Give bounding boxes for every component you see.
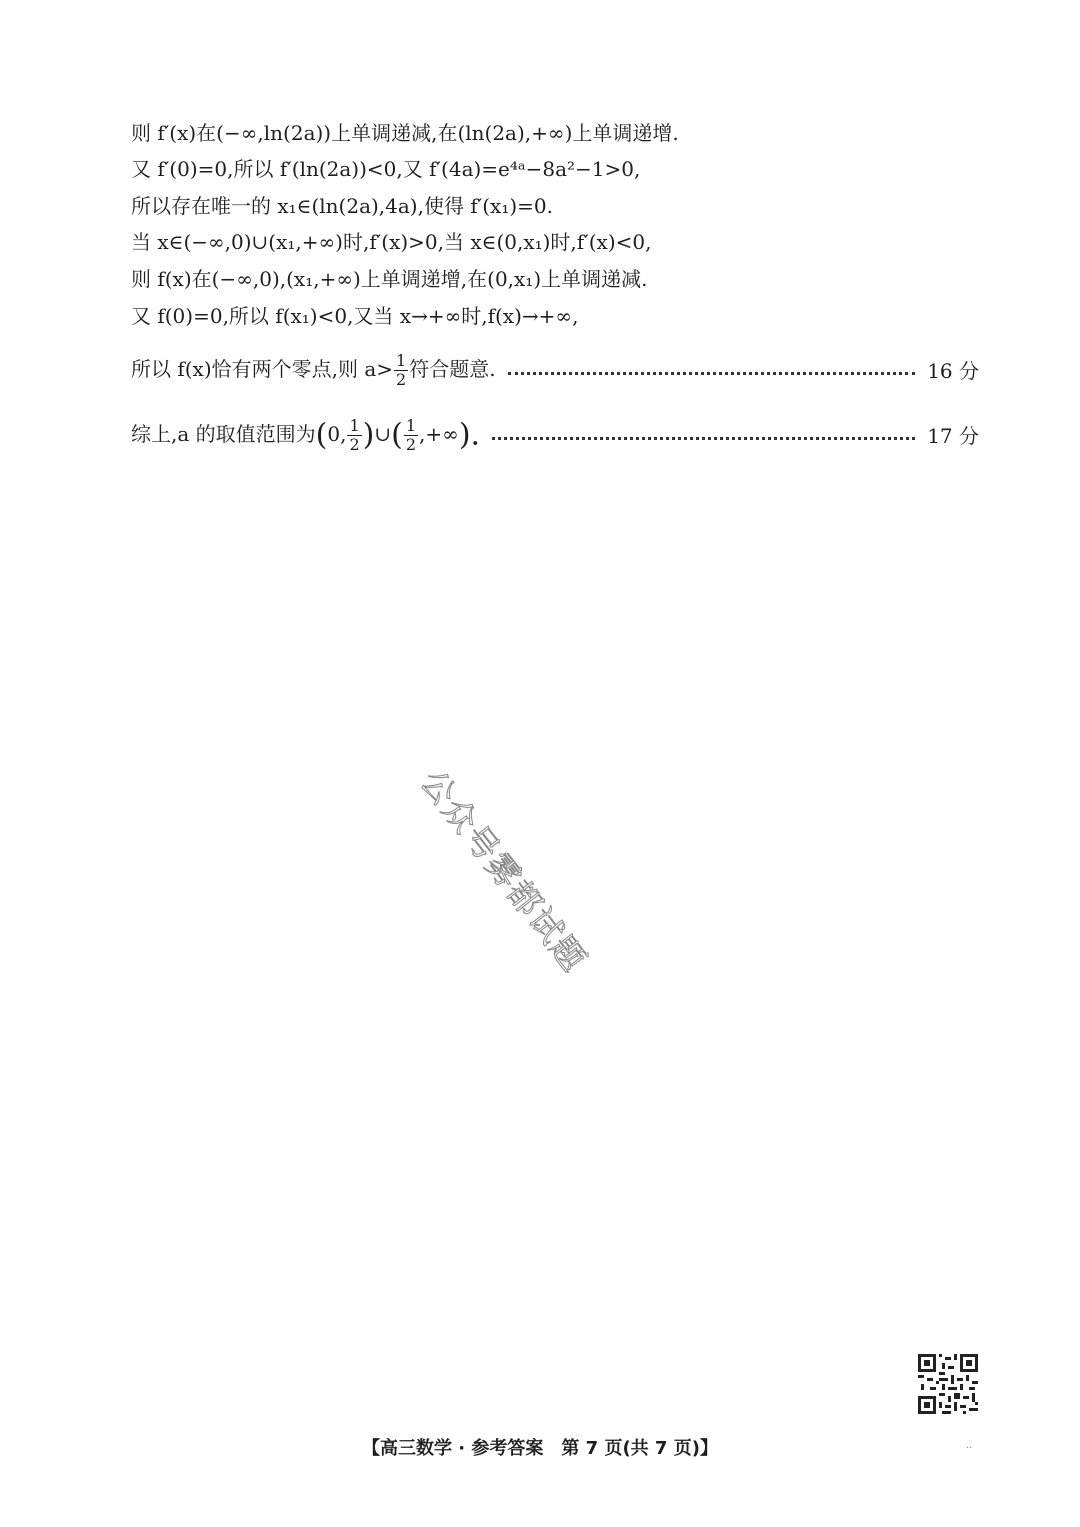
solution-line-2 xyxy=(131,156,979,182)
qr-code-icon xyxy=(918,1354,978,1414)
line-text: 则 f(x)在(−∞,0),(x₁,+∞)上单调递增,在(0,x₁)上单调递减. xyxy=(131,267,648,291)
solution-line-3 xyxy=(131,193,979,219)
line7-prefix: 所以 f(x)恰有两个零点,则 a> xyxy=(131,357,394,381)
union-symbol: ∪ xyxy=(374,422,392,446)
interval-infinity: ,+∞ xyxy=(419,422,459,446)
line-text: 则 f′(x)在(−∞,ln(2a))上单调递减,在(ln(2a),+∞)上单调递增. xyxy=(131,121,679,145)
line-text: 又 f′(0)=0,所以 f′(ln(2a))<0,又 f′(4a)=e⁴ᵃ−8a²−1>0, xyxy=(131,157,641,181)
solution-line-6 xyxy=(131,303,979,329)
score-17: 17 分 xyxy=(927,423,979,448)
corner-mark: .. xyxy=(966,1440,973,1451)
solution-line-4 xyxy=(131,229,979,255)
line7-suffix: 符合题意. xyxy=(409,357,496,381)
score-16: 16 分 xyxy=(927,358,979,383)
solution-line-7 xyxy=(131,352,979,389)
line8-prefix: 综上,a 的取值范围为 xyxy=(131,422,316,446)
fraction-denominator: 2 xyxy=(405,435,417,454)
line-text: 当 x∈(−∞,0)∪(x₁,+∞)时,f′(x)>0,当 x∈(0,x₁)时,f′(x)<0, xyxy=(131,230,652,254)
solution-line-8 xyxy=(131,417,979,454)
fraction-numerator: 1 xyxy=(405,416,417,435)
fraction-numerator: 1 xyxy=(396,351,407,370)
fraction-denominator: 2 xyxy=(396,370,407,389)
watermark-text: 公众号雾都试题 xyxy=(413,762,595,980)
open-paren: ( xyxy=(315,417,328,453)
interval-start: 0, xyxy=(327,422,347,446)
fraction-denominator: 2 xyxy=(349,435,360,454)
close-paren: ) xyxy=(362,417,375,453)
score-leader-dots xyxy=(492,437,915,440)
fraction-half xyxy=(347,417,361,454)
line-text: 所以存在唯一的 x₁∈(ln(2a),4a),使得 f′(x₁)=0. xyxy=(131,194,554,218)
solution-line-5 xyxy=(131,266,979,292)
fraction-numerator: 1 xyxy=(349,416,360,435)
solution-line-1 xyxy=(131,120,979,146)
score-leader-dots xyxy=(508,372,916,375)
page-footer: 【高三数学 · 参考答案 第 7 页(共 7 页)】 xyxy=(362,1438,718,1459)
close-paren-period: ). xyxy=(458,417,481,453)
line-text: 又 f(0)=0,所以 f(x₁)<0,又当 x→+∞时,f(x)→+∞, xyxy=(131,304,579,328)
fraction-half xyxy=(404,417,418,454)
line-text xyxy=(131,417,480,454)
open-paren: ( xyxy=(391,417,403,453)
fraction-half xyxy=(394,352,408,389)
line-text xyxy=(131,352,496,389)
